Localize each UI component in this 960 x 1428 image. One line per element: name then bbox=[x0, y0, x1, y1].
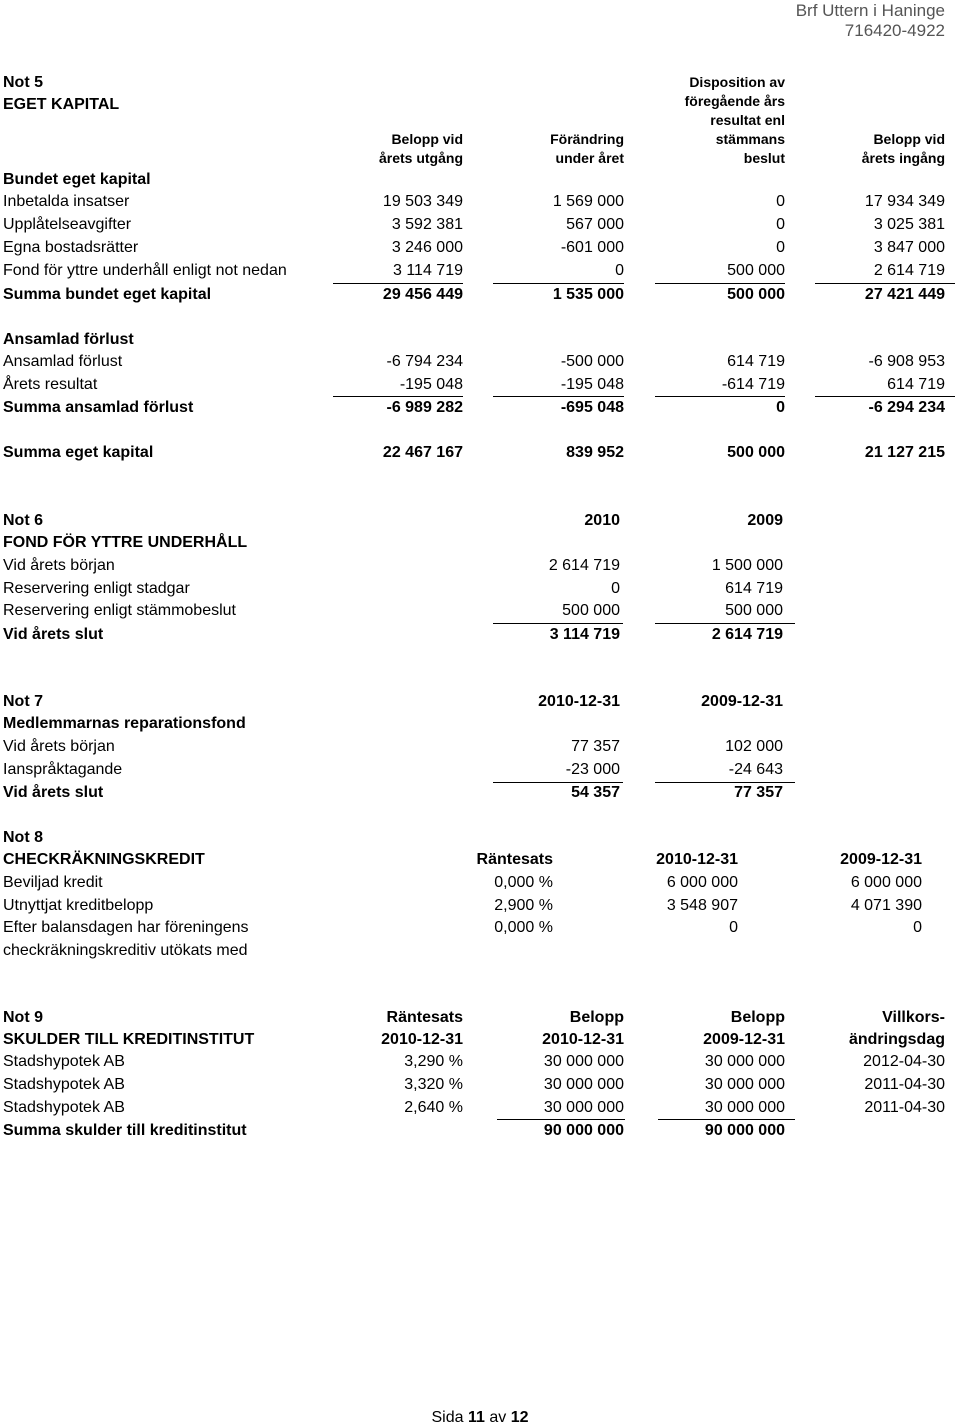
cell-value: 77 357 bbox=[571, 738, 620, 755]
total-value: 77 357 bbox=[734, 784, 783, 801]
row-label: Vid årets början bbox=[3, 738, 115, 755]
total-value: 3 114 719 bbox=[549, 626, 620, 643]
col-header: 2010-12-31 bbox=[538, 693, 620, 710]
page-number bbox=[0, 1408, 960, 1428]
cell-value: 2012-04-30 bbox=[863, 1053, 945, 1070]
row-label: Upplåtelseavgifter bbox=[3, 216, 132, 233]
cell-value: 0,000 % bbox=[494, 919, 553, 936]
total-value: 22 467 167 bbox=[382, 444, 463, 461]
cell-value: 0 bbox=[729, 919, 738, 936]
cell-value: 1 569 000 bbox=[552, 193, 624, 210]
cell-value: -195 048 bbox=[399, 376, 463, 393]
col-header: ändringsdag bbox=[848, 1031, 945, 1048]
note-subtitle: Medlemmarnas reparationsfond bbox=[3, 715, 246, 732]
cell-value: 3 592 381 bbox=[391, 216, 463, 233]
col-header: Villkors- bbox=[882, 1009, 945, 1026]
col-header: 2009-12-31 bbox=[701, 693, 783, 710]
note-subtitle: EGET KAPITAL bbox=[3, 96, 120, 113]
cell-value: -6 794 234 bbox=[386, 353, 463, 370]
total-value: 2 614 719 bbox=[711, 626, 783, 643]
col-header: Räntesats bbox=[386, 1009, 463, 1026]
underline bbox=[815, 283, 955, 284]
section-heading: Bundet eget kapital bbox=[3, 171, 151, 188]
cell-value: 500 000 bbox=[727, 262, 785, 279]
cell-value: 3 847 000 bbox=[873, 239, 945, 256]
row-label: Årets resultat bbox=[3, 376, 98, 393]
cell-value: -23 000 bbox=[565, 761, 620, 778]
note-title: Not 7 bbox=[3, 693, 43, 710]
col-header: beslut bbox=[743, 150, 785, 166]
cell-value: 3,290 % bbox=[404, 1053, 463, 1070]
note-subtitle: FOND FÖR YTTRE UNDERHÅLL bbox=[3, 534, 248, 551]
cell-value: 614 719 bbox=[725, 580, 783, 597]
col-header: Belopp vid bbox=[873, 131, 945, 147]
cell-value: 3 114 719 bbox=[393, 262, 463, 279]
cell-value: 2,900 % bbox=[494, 897, 553, 914]
row-label-continued: checkräkningskreditiv utökats med bbox=[3, 942, 248, 959]
total-label: Summa skulder till kreditinstitut bbox=[3, 1122, 247, 1139]
total-value: 500 000 bbox=[727, 286, 785, 303]
cell-value: 614 719 bbox=[727, 353, 785, 370]
total-value: 500 000 bbox=[727, 444, 785, 461]
total-value: 0 bbox=[776, 399, 785, 416]
cell-value: -24 643 bbox=[728, 761, 783, 778]
col-header: 2010-12-31 bbox=[381, 1031, 463, 1048]
cell-value: -195 048 bbox=[560, 376, 624, 393]
cell-value: 0 bbox=[611, 580, 620, 597]
total-value: 54 357 bbox=[571, 784, 620, 801]
cell-value: 2,640 % bbox=[404, 1099, 463, 1116]
col-header: Belopp vid bbox=[391, 131, 463, 147]
page-prefix: Sida bbox=[431, 1409, 464, 1426]
cell-value: -601 000 bbox=[560, 239, 624, 256]
row-label: Ansamlad förlust bbox=[3, 353, 123, 370]
total-value: 27 421 449 bbox=[864, 286, 945, 303]
cell-value: 30 000 000 bbox=[704, 1053, 785, 1070]
col-header: Disposition av bbox=[689, 74, 785, 90]
row-label: Reservering enligt stämmobeslut bbox=[3, 602, 236, 619]
note-title: Not 5 bbox=[3, 74, 43, 91]
total-value: -6 294 234 bbox=[868, 399, 945, 416]
org-name: Brf Uttern i Haninge bbox=[795, 1, 945, 20]
cell-value: -614 719 bbox=[721, 376, 785, 393]
col-header: föregående års bbox=[684, 93, 785, 109]
col-header: 2009 bbox=[747, 512, 783, 529]
row-label: Efter balansdagen har föreningens bbox=[3, 919, 249, 936]
col-header: under året bbox=[555, 150, 624, 166]
underline bbox=[493, 623, 623, 624]
section-heading: Ansamlad förlust bbox=[3, 331, 134, 348]
underline bbox=[493, 396, 624, 397]
cell-value: 2011-04-30 bbox=[864, 1099, 945, 1116]
total-value: 29 456 449 bbox=[382, 286, 463, 303]
underline bbox=[658, 1119, 795, 1120]
total-value: 90 000 000 bbox=[543, 1122, 624, 1139]
cell-value: -500 000 bbox=[560, 353, 624, 370]
cell-value: 0 bbox=[776, 239, 785, 256]
cell-value: 3 025 381 bbox=[873, 216, 945, 233]
row-label: Inbetalda insatser bbox=[3, 193, 130, 210]
row-label: Ianspråktagande bbox=[3, 761, 123, 778]
underline bbox=[333, 283, 463, 284]
col-header: 2009-12-31 bbox=[840, 851, 922, 868]
cell-value: 4 071 390 bbox=[850, 897, 922, 914]
col-header: årets utgång bbox=[378, 150, 463, 166]
cell-value: 567 000 bbox=[566, 216, 624, 233]
total-value: 21 127 215 bbox=[864, 444, 945, 461]
row-label: Beviljad kredit bbox=[3, 874, 103, 891]
total-value: 90 000 000 bbox=[704, 1122, 785, 1139]
cell-value: 0 bbox=[913, 919, 922, 936]
cell-value: 614 719 bbox=[887, 376, 945, 393]
row-label: Reservering enligt stadgar bbox=[3, 580, 190, 597]
note-subtitle: SKULDER TILL KREDITINSTITUT bbox=[3, 1031, 255, 1048]
total-value: 839 952 bbox=[566, 444, 624, 461]
cell-value: 0,000 % bbox=[494, 874, 553, 891]
cell-value: 17 934 349 bbox=[864, 193, 945, 210]
cell-value: 0 bbox=[615, 262, 624, 279]
total-label: Summa ansamlad förlust bbox=[3, 399, 194, 416]
cell-value: 30 000 000 bbox=[543, 1099, 624, 1116]
cell-value: 2011-04-30 bbox=[864, 1076, 945, 1093]
cell-value: 19 503 349 bbox=[382, 193, 463, 210]
cell-value: 30 000 000 bbox=[704, 1076, 785, 1093]
col-header: Räntesats bbox=[476, 851, 553, 868]
cell-value: 6 000 000 bbox=[666, 874, 738, 891]
row-label: Stadshypotek AB bbox=[3, 1076, 125, 1093]
underline bbox=[655, 283, 785, 284]
col-header: stämmans bbox=[715, 131, 785, 147]
current-page: 11 bbox=[467, 1409, 485, 1426]
total-label: Vid årets slut bbox=[3, 626, 104, 643]
row-label: Vid årets början bbox=[3, 557, 115, 574]
underline bbox=[497, 1119, 625, 1120]
cell-value: 3 548 907 bbox=[666, 897, 738, 914]
col-header: 2010 bbox=[584, 512, 620, 529]
col-header: 2009-12-31 bbox=[703, 1031, 785, 1048]
total-value: -6 989 282 bbox=[386, 399, 463, 416]
underline bbox=[815, 396, 955, 397]
cell-value: 2 614 719 bbox=[873, 262, 945, 279]
cell-value: 30 000 000 bbox=[704, 1099, 785, 1116]
cell-value: 6 000 000 bbox=[850, 874, 922, 891]
total-label: Summa eget kapital bbox=[3, 444, 154, 461]
col-header: Belopp bbox=[730, 1009, 785, 1026]
total-label: Vid årets slut bbox=[3, 784, 104, 801]
col-header: årets ingång bbox=[861, 150, 945, 166]
cell-value: 1 500 000 bbox=[711, 557, 783, 574]
cell-value: 500 000 bbox=[562, 602, 620, 619]
note-title: Not 8 bbox=[3, 829, 43, 846]
cell-value: 30 000 000 bbox=[543, 1053, 624, 1070]
underline bbox=[655, 623, 795, 624]
total-value: -695 048 bbox=[560, 399, 624, 416]
page-separator: av bbox=[489, 1409, 507, 1426]
total-pages: 12 bbox=[510, 1409, 529, 1426]
total-label: Summa bundet eget kapital bbox=[3, 286, 212, 303]
cell-value: 30 000 000 bbox=[543, 1076, 624, 1093]
note-title: Not 9 bbox=[3, 1009, 43, 1026]
org-number: 716420-4922 bbox=[844, 21, 945, 40]
note-subtitle: CHECKRÄKNINGSKREDIT bbox=[3, 851, 205, 868]
cell-value: 0 bbox=[776, 193, 785, 210]
cell-value: 102 000 bbox=[725, 738, 783, 755]
cell-value: 2 614 719 bbox=[548, 557, 620, 574]
row-label: Utnyttjat kreditbelopp bbox=[3, 897, 154, 914]
col-header: 2010-12-31 bbox=[542, 1031, 624, 1048]
total-value: 1 535 000 bbox=[552, 286, 624, 303]
underline bbox=[655, 396, 785, 397]
col-header: Förändring bbox=[550, 131, 624, 147]
cell-value: 0 bbox=[776, 216, 785, 233]
row-label: Fond för yttre underhåll enligt not nedan bbox=[3, 262, 287, 279]
row-label: Stadshypotek AB bbox=[3, 1099, 125, 1116]
row-label: Stadshypotek AB bbox=[3, 1053, 125, 1070]
note-title: Not 6 bbox=[3, 512, 43, 529]
col-header: resultat enl bbox=[710, 112, 785, 128]
cell-value: 3 246 000 bbox=[391, 239, 463, 256]
underline bbox=[333, 396, 463, 397]
cell-value: 500 000 bbox=[725, 602, 783, 619]
row-label: Egna bostadsrätter bbox=[3, 239, 139, 256]
cell-value: 3,320 % bbox=[404, 1076, 463, 1093]
cell-value: -6 908 953 bbox=[868, 353, 945, 370]
underline bbox=[493, 283, 624, 284]
col-header: 2010-12-31 bbox=[656, 851, 738, 868]
col-header: Belopp bbox=[569, 1009, 624, 1026]
